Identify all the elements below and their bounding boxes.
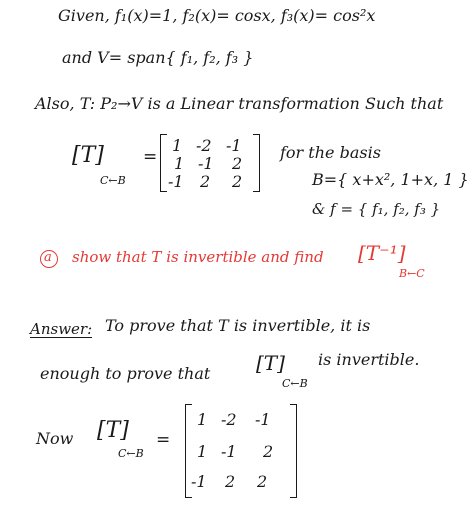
matrix-2-cell: -1 [221,442,237,461]
part-a-letter: a [44,250,52,265]
matrix-1-cell: 2 [232,154,243,173]
matrix-1-cell: -1 [198,154,214,173]
T-subscript-2: C←B [282,377,308,390]
matrix-1 [160,134,260,190]
answer-label: Answer: [30,320,93,338]
matrix-2-cell: -2 [221,410,237,429]
part-a-question: show that T is invertible and find [72,248,324,266]
matrix-2-cell: 2 [263,442,274,461]
basis-f: & f = { f₁, f₂, f₃ } [312,200,441,218]
matrix-2-cell: 1 [197,410,208,429]
matrix-2-right-bracket [290,404,297,498]
matrix-1-cell: 1 [172,136,183,155]
linear-transformation-line: Also, T: P₂→V is a Linear transformation Such that [35,94,444,113]
T-matrix-label: [T] [72,143,104,168]
equals-sign-2: = [156,430,171,450]
matrix-2-cell: 2 [257,472,268,491]
matrix-2-cell: 1 [197,442,208,461]
given-line: Given, f₁(x)=1, f₂(x)= cosx, f₃(x)= cos²x [58,6,376,25]
Tinv-subscript: B←C [399,267,425,280]
for-the-basis-text: for the basis [280,143,381,162]
basis-B: B={ x+x², 1+x, 1 } [312,170,469,189]
T-subscript: C←B [100,174,126,187]
Tinv-label: [T⁻¹] [358,241,406,265]
matrix-1-cell: 1 [174,154,185,173]
T-matrix-label-3: [T] [97,418,129,443]
answer-line-2b: is invertible. [318,350,420,369]
matrix-1-cell: 2 [232,172,243,191]
matrix-1-cell: 2 [200,172,211,191]
T-subscript-3: C←B [118,447,144,460]
matrix-1-right-bracket [253,134,260,192]
matrix-2-cell: 2 [225,472,236,491]
span-line: and V= span{ f₁, f₂, f₃ } [62,48,254,67]
matrix-1-cell: -1 [168,172,184,191]
matrix-2-cell: -1 [191,472,207,491]
matrix-1-cell: -2 [196,136,212,155]
matrix-1-left-bracket [160,134,167,192]
matrix-1-cell: -1 [226,136,242,155]
matrix-2-cell: -1 [255,410,271,429]
equals-sign-1: = [143,147,158,167]
answer-text: To prove that T is invertible, it is [105,316,371,335]
T-matrix-label-2: [T] [256,351,285,375]
answer-line-2a: enough to prove that [40,364,211,383]
matrix-2 [185,404,297,496]
now-label: Now [36,429,74,448]
